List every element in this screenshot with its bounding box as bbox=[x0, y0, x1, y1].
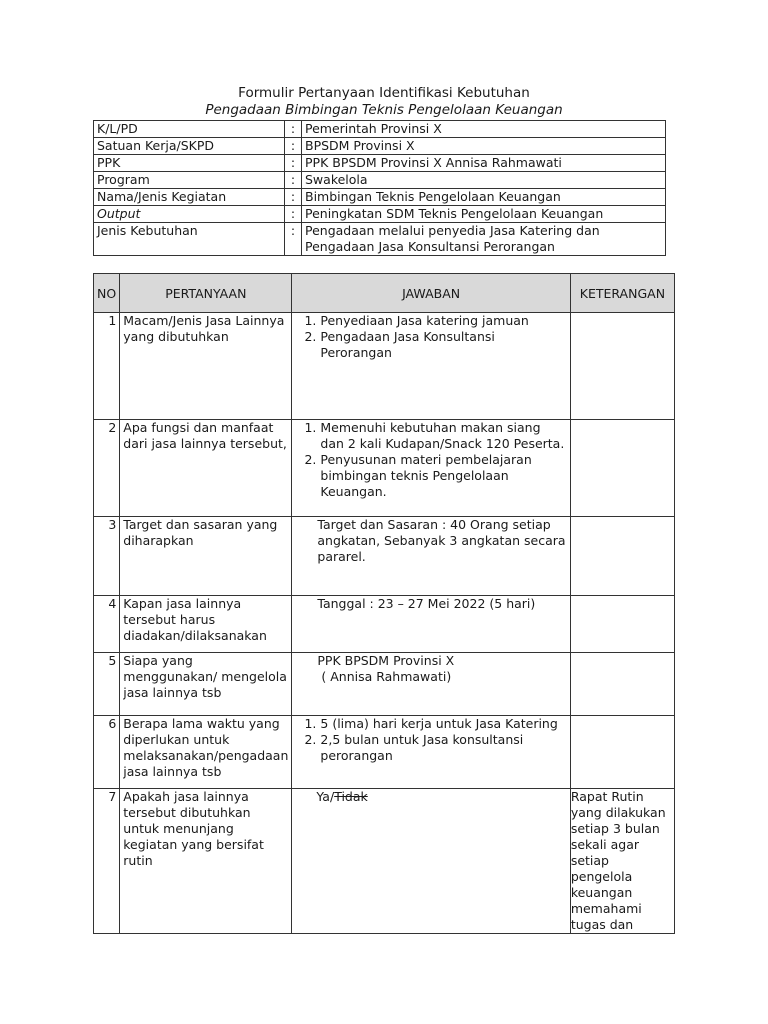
info-value: Pemerintah Provinsi X bbox=[302, 121, 666, 138]
header-note: KETERANGAN bbox=[570, 274, 674, 313]
answer-item: 2. 2,5 bulan untuk Jasa konsultansi perorangan bbox=[320, 732, 566, 764]
table-row bbox=[94, 596, 675, 653]
row-number: 4 bbox=[94, 596, 120, 653]
row-answer bbox=[292, 420, 570, 517]
answer-no-struck: Tidak bbox=[334, 789, 368, 804]
form-title: Formulir Pertanyaan Identifikasi Kebutuhan bbox=[238, 85, 530, 101]
info-row bbox=[94, 138, 666, 155]
header-row bbox=[94, 274, 675, 313]
row-answer bbox=[292, 716, 570, 789]
info-value: Peningkatan SDM Teknis Pengelolaan Keuangan bbox=[302, 206, 666, 223]
question-table bbox=[93, 273, 675, 934]
info-value: PPK BPSDM Provinsi X Annisa Rahmawati bbox=[302, 155, 666, 172]
info-row bbox=[94, 155, 666, 172]
row-answer: Tanggal : 23 – 27 Mei 2022 (5 hari) bbox=[292, 596, 570, 653]
row-question: Berapa lama waktu yang diperlukan untuk melaksanakan/pengadaan jasa lainnya tsb bbox=[120, 716, 292, 789]
answer-item: 2. Penyusunan materi pembelajaran bimbingan teknis Pengelolaan Keuangan. bbox=[320, 452, 566, 500]
row-note bbox=[570, 596, 674, 653]
row-number: 1 bbox=[94, 313, 120, 420]
row-note bbox=[570, 653, 674, 716]
info-key: Output bbox=[94, 206, 285, 223]
info-sep: : bbox=[285, 206, 302, 223]
info-key: Nama/Jenis Kegiatan bbox=[94, 189, 285, 206]
answer-line: ( Annisa Rahmawati) bbox=[317, 669, 452, 684]
row-answer bbox=[292, 313, 570, 420]
row-number: 7 bbox=[94, 789, 120, 934]
answer-line: PPK BPSDM Provinsi X bbox=[317, 653, 455, 668]
info-sep: : bbox=[285, 172, 302, 189]
row-question: Apa fungsi dan manfaat dari jasa lainnya tersebut, bbox=[120, 420, 292, 517]
form-subtitle: Pengadaan Bimbingan Teknis Pengelolaan Keuangan bbox=[205, 102, 563, 118]
info-sep: : bbox=[285, 138, 302, 155]
info-value: BPSDM Provinsi X bbox=[302, 138, 666, 155]
info-value: Bimbingan Teknis Pengelolaan Keuangan bbox=[302, 189, 666, 206]
table-row bbox=[94, 420, 675, 517]
info-sep: : bbox=[285, 121, 302, 138]
info-row bbox=[94, 189, 666, 206]
info-value: Pengadaan melalui penyedia Jasa Katering dan Pengadaan Jasa Konsultansi Perorangan bbox=[302, 223, 666, 256]
header-no: NO bbox=[94, 274, 120, 313]
info-key: Satuan Kerja/SKPD bbox=[94, 138, 285, 155]
info-sep: : bbox=[285, 155, 302, 172]
answer-item: 1. 5 (lima) hari kerja untuk Jasa Katering bbox=[320, 716, 566, 732]
row-note bbox=[570, 420, 674, 517]
answer-item: 1. Memenuhi kebutuhan makan siang dan 2 kali Kudapan/Snack 120 Peserta. bbox=[320, 420, 566, 452]
row-question: Kapan jasa lainnya tersebut harus diadakan/dilaksanakan bbox=[120, 596, 292, 653]
info-key: Program bbox=[94, 172, 285, 189]
info-key: PPK bbox=[94, 155, 285, 172]
info-row bbox=[94, 223, 666, 256]
row-note: Rapat Rutin yang dilakukan setiap 3 bulan sekali agar setiap pengelola keuangan memahami tugas dan bbox=[570, 789, 674, 934]
row-note bbox=[570, 517, 674, 596]
info-row bbox=[94, 172, 666, 189]
table-row bbox=[94, 653, 675, 716]
row-number: 2 bbox=[94, 420, 120, 517]
row-question: Macam/Jenis Jasa Lainnya yang dibutuhkan bbox=[120, 313, 292, 420]
row-number: 6 bbox=[94, 716, 120, 789]
row-answer bbox=[292, 789, 570, 934]
table-row bbox=[94, 313, 675, 420]
table-row bbox=[94, 716, 675, 789]
row-answer bbox=[292, 653, 570, 716]
info-value: Swakelola bbox=[302, 172, 666, 189]
info-key: Jenis Kebutuhan bbox=[94, 223, 285, 256]
info-table bbox=[93, 120, 666, 256]
row-note bbox=[570, 716, 674, 789]
answer-item: 1. Penyediaan Jasa katering jamuan bbox=[320, 313, 566, 329]
row-note bbox=[570, 313, 674, 420]
answer-yes: Ya/ bbox=[316, 789, 335, 804]
table-row bbox=[94, 517, 675, 596]
row-question: Siapa yang menggunakan/ mengelola jasa lainnya tsb bbox=[120, 653, 292, 716]
header-answer: JAWABAN bbox=[292, 274, 570, 313]
info-sep: : bbox=[285, 189, 302, 206]
row-number: 5 bbox=[94, 653, 120, 716]
info-row bbox=[94, 121, 666, 138]
header-question: PERTANYAAN bbox=[120, 274, 292, 313]
info-key: K/L/PD bbox=[94, 121, 285, 138]
row-number: 3 bbox=[94, 517, 120, 596]
answer-item: 2. Pengadaan Jasa Konsultansi Perorangan bbox=[320, 329, 566, 361]
info-sep: : bbox=[285, 223, 302, 256]
table-row bbox=[94, 789, 675, 934]
row-question: Target dan sasaran yang diharapkan bbox=[120, 517, 292, 596]
row-question: Apakah jasa lainnya tersebut dibutuhkan untuk menunjang kegiatan yang bersifat rutin bbox=[120, 789, 292, 934]
row-answer: Target dan Sasaran : 40 Orang setiap angkatan, Sebanyak 3 angkatan secara pararel. bbox=[292, 517, 570, 596]
info-row bbox=[94, 206, 666, 223]
